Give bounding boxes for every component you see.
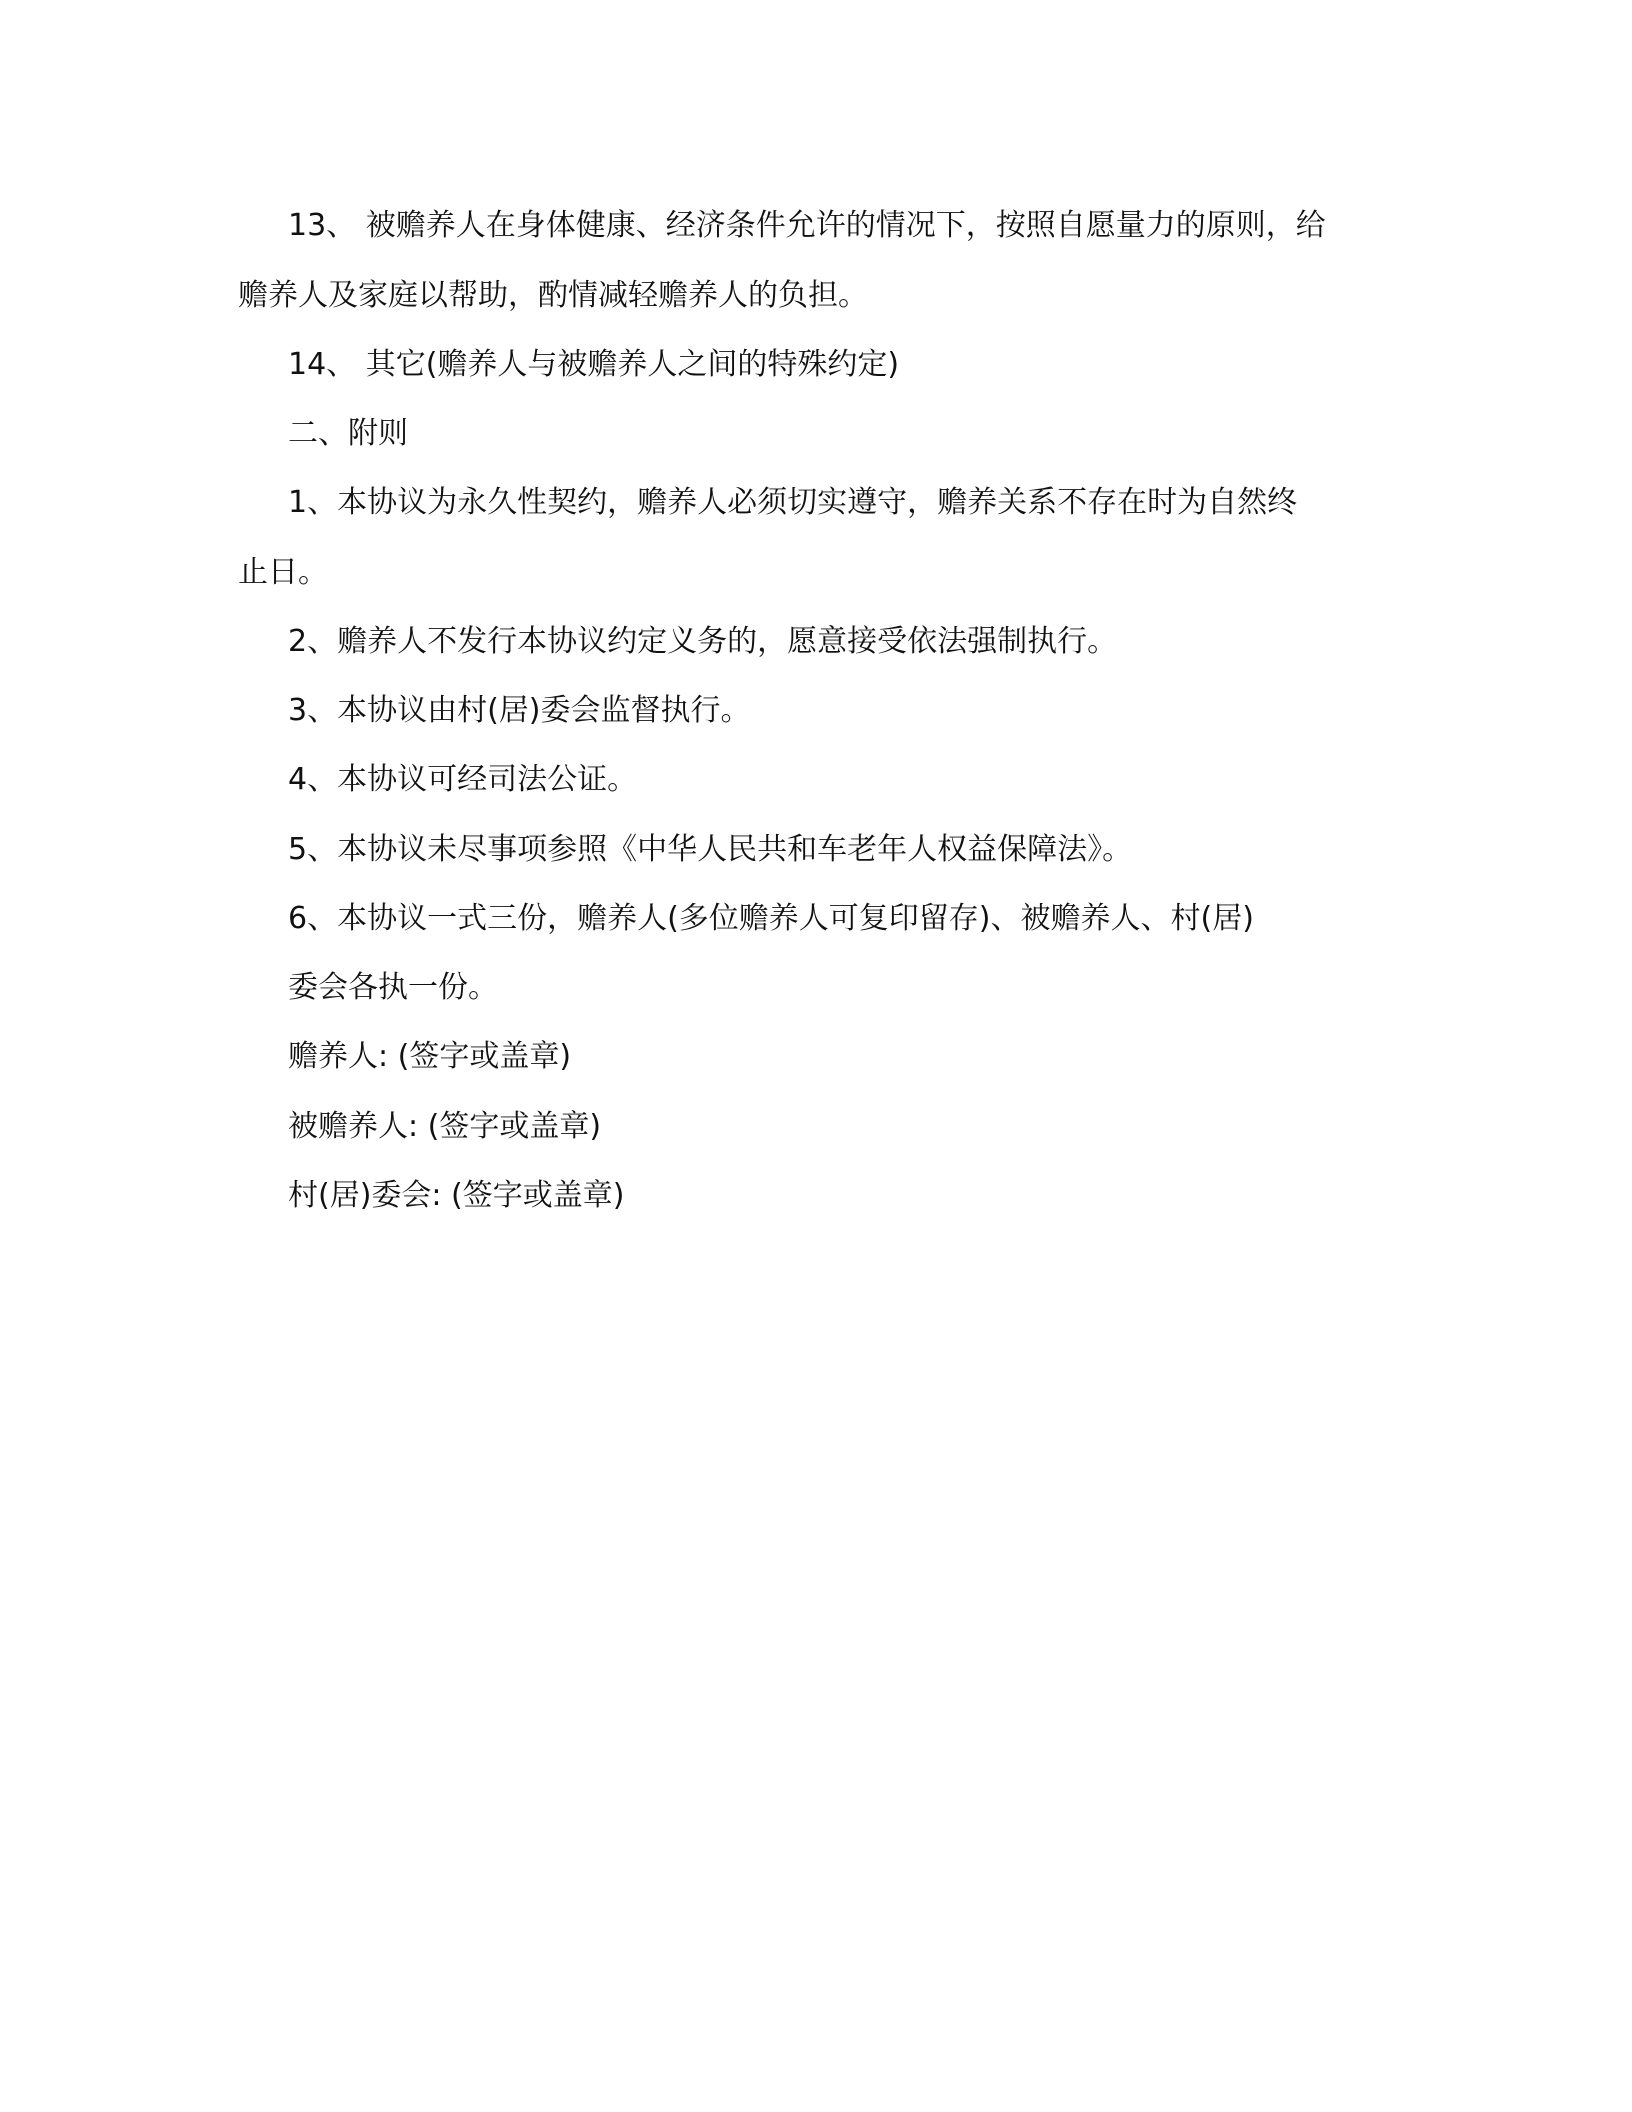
- clause-13-line-1: 13、 被赡养人在身体健康、经济条件允许的情况下，按照自愿量力的原则，给: [288, 208, 1326, 243]
- appendix-item-4: 4、本协议可经司法公证。: [288, 762, 638, 797]
- appendix-item-1-line-1: 1、本协议为永久性契约，赡养人必须切实遵守，赡养关系不存在时为自然终: [288, 485, 1298, 520]
- appendix-item-6-line-2: 委会各执一份。: [288, 970, 498, 1005]
- appendix-item-2: 2、赡养人不发行本协议约定义务的，愿意接受依法强制执行。: [288, 624, 1118, 659]
- section-heading-appendix: 二、附则: [288, 416, 408, 451]
- signature-village-committee: 村(居)委会: (签字或盖章): [288, 1178, 625, 1213]
- clause-13-line-2: 赡养人及家庭以帮助，酌情减轻赡养人的负担。: [238, 278, 868, 313]
- clause-14: 14、 其它(赡养人与被赡养人之间的特殊约定): [288, 347, 900, 382]
- appendix-item-6-line-1: 6、本协议一式三份，赡养人(多位赡养人可复印留存)、被赡养人、村(居): [288, 901, 1254, 936]
- appendix-item-5: 5、本协议未尽事项参照《中华人民共和车老年人权益保障法》。: [288, 832, 1133, 867]
- signature-supported-person: 被赡养人: (签字或盖章): [288, 1109, 602, 1144]
- appendix-item-1-line-2: 止日。: [238, 555, 328, 590]
- appendix-item-3: 3、本协议由村(居)委会监督执行。: [288, 693, 751, 728]
- signature-supporter: 赡养人: (签字或盖章): [288, 1039, 572, 1074]
